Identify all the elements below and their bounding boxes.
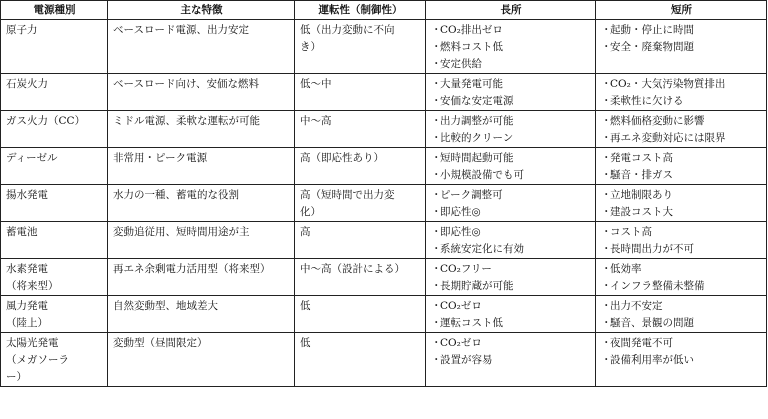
pros-item: [431, 315, 591, 332]
pros-text: 出力調整が可能: [440, 115, 514, 127]
bullet-mark: ・: [601, 41, 612, 53]
pros-text: 設置が容易: [440, 354, 493, 366]
bullet-mark: ・: [601, 189, 612, 201]
feature-text: 非常用・ピーク電源: [113, 152, 208, 164]
cell-cons: [596, 111, 767, 148]
cell-pros: [426, 222, 596, 259]
operability-line: 中〜高（設計による）: [300, 263, 405, 275]
feature-text: ベースロード電源、出力安定: [113, 24, 249, 36]
cons-text: インフラ整備未整備: [610, 280, 705, 292]
bullet-mark: ・: [431, 78, 442, 90]
cons-text: 出力不安定: [610, 300, 663, 312]
bullet-mark: ・: [431, 169, 442, 181]
table-row: [1, 333, 767, 387]
cell-cons: [596, 222, 767, 259]
operability-line: 低〜中: [300, 78, 332, 90]
pros-text: 即応性◎: [440, 226, 481, 238]
operability-line: 高（即応性あり）: [300, 152, 384, 164]
cell-type: [1, 222, 108, 259]
cell-pros: [426, 20, 596, 74]
type-line: 水素発電: [6, 263, 48, 275]
pros-item: [431, 187, 591, 204]
cell-type: [1, 111, 108, 148]
cell-feature: [108, 333, 295, 387]
feature-text: 再エネ余剰電力活用型（将来型）: [113, 263, 271, 275]
cell-type: [1, 148, 108, 185]
cell-operability: [295, 185, 426, 222]
feature-text: 自然変動型、地域差大: [113, 300, 218, 312]
cell-type: [1, 259, 108, 296]
header-pros: 長所: [426, 1, 596, 20]
cell-pros: [426, 185, 596, 222]
operability-line: 高（短時間で出力変: [300, 189, 395, 201]
cons-text: 発電コスト高: [610, 152, 673, 164]
pros-text: 安価な安定電源: [440, 95, 514, 107]
cons-text: 設備利用率が低い: [610, 354, 694, 366]
pros-text: 比較的クリーン: [440, 132, 514, 144]
cell-operability: [295, 296, 426, 333]
cell-cons: [596, 20, 767, 74]
pros-item: [431, 39, 591, 56]
cons-text: 安全・廃棄物問題: [610, 41, 694, 53]
cons-text: 低効率: [610, 263, 642, 275]
bullet-mark: ・: [431, 24, 442, 36]
bullet-mark: ・: [431, 189, 442, 201]
cons-item: [601, 113, 762, 130]
cell-pros: [426, 333, 596, 387]
bullet-mark: ・: [601, 354, 612, 366]
cell-type: [1, 74, 108, 111]
type-line: ガス火力（CC）: [6, 115, 86, 127]
bullet-mark: ・: [601, 78, 612, 90]
cell-feature: [108, 148, 295, 185]
cell-feature: [108, 185, 295, 222]
operability-line: 化）: [300, 206, 321, 218]
cell-feature: [108, 20, 295, 74]
cons-item: [601, 298, 762, 315]
table-row: [1, 111, 767, 148]
pros-item: [431, 76, 591, 93]
cell-pros: [426, 74, 596, 111]
pros-text: 大量発電可能: [440, 78, 503, 90]
bullet-mark: ・: [601, 317, 612, 329]
feature-text: 変動型（昼間限定）: [113, 337, 208, 349]
bullet-mark: ・: [431, 226, 442, 238]
table-row: [1, 20, 767, 74]
bullet-mark: ・: [431, 152, 442, 164]
table-header-row: [1, 1, 767, 20]
bullet-mark: ・: [431, 354, 442, 366]
bullet-mark: ・: [601, 300, 612, 312]
cell-type: [1, 185, 108, 222]
cell-feature: [108, 111, 295, 148]
pros-text: 系統安定化に有効: [440, 243, 524, 255]
cell-cons: [596, 148, 767, 185]
bullet-mark: ・: [431, 280, 442, 292]
cons-item: [601, 224, 762, 241]
header-feature: 主な特徴: [108, 1, 295, 20]
pros-item: [431, 150, 591, 167]
cell-cons: [596, 333, 767, 387]
bullet-mark: ・: [601, 152, 612, 164]
cons-text: コスト高: [610, 226, 652, 238]
bullet-mark: ・: [601, 206, 612, 218]
cell-operability: [295, 74, 426, 111]
cons-item: [601, 204, 762, 221]
bullet-mark: ・: [601, 226, 612, 238]
type-line: ディーゼル: [6, 152, 58, 164]
pros-text: ピーク調整可: [440, 189, 503, 201]
type-line: （将来型）: [6, 280, 59, 292]
cons-text: 再エネ変動対応には限界: [610, 132, 726, 144]
cons-text: 騒音・排ガス: [610, 169, 673, 181]
type-line: 蓄電池: [6, 226, 38, 238]
bullet-mark: ・: [431, 132, 442, 144]
cons-text: 立地制限あり: [610, 189, 673, 201]
cons-text: 夜間発電不可: [610, 337, 673, 349]
pros-text: 短時間起動可能: [440, 152, 514, 164]
cell-operability: [295, 259, 426, 296]
pros-text: 即応性◎: [440, 206, 481, 218]
pros-text: 安定供給: [440, 58, 482, 70]
type-line: 揚水発電: [6, 189, 48, 201]
cons-item: [601, 278, 762, 295]
pros-item: [431, 261, 591, 278]
pros-text: 長期貯蔵が可能: [440, 280, 514, 292]
cell-cons: [596, 74, 767, 111]
cons-item: [601, 130, 762, 147]
bullet-mark: ・: [601, 132, 612, 144]
cell-type: [1, 296, 108, 333]
cell-operability: [295, 111, 426, 148]
header-operability: 運転性（制御性）: [295, 1, 426, 20]
cons-item: [601, 187, 762, 204]
cons-text: 騒音、景観の問題: [610, 317, 694, 329]
cons-item: [601, 352, 762, 369]
cell-feature: [108, 222, 295, 259]
cons-item: [601, 76, 762, 93]
cell-operability: [295, 333, 426, 387]
type-line: （メガソーラ: [6, 354, 69, 366]
table-body: [1, 20, 767, 387]
pros-text: CO₂ゼロ: [440, 300, 482, 312]
cons-item: [601, 261, 762, 278]
cell-cons: [596, 185, 767, 222]
bullet-mark: ・: [431, 58, 442, 70]
cell-pros: [426, 259, 596, 296]
cell-operability: [295, 222, 426, 259]
operability-line: 中〜高: [300, 115, 332, 127]
bullet-mark: ・: [431, 95, 442, 107]
bullet-mark: ・: [431, 115, 442, 127]
table-row: [1, 148, 767, 185]
cell-pros: [426, 296, 596, 333]
feature-text: ミドル電源、柔軟な運転が可能: [113, 115, 260, 127]
pros-item: [431, 22, 591, 39]
bullet-mark: ・: [431, 317, 442, 329]
operability-line: き）: [300, 41, 321, 53]
bullet-mark: ・: [601, 95, 612, 107]
pros-item: [431, 167, 591, 184]
bullet-mark: ・: [431, 300, 442, 312]
table-row: [1, 259, 767, 296]
cons-item: [601, 22, 762, 39]
cons-text: 長時間出力が不可: [610, 243, 694, 255]
cell-operability: [295, 20, 426, 74]
pros-item: [431, 93, 591, 110]
pros-item: [431, 56, 591, 73]
pros-text: 運転コスト低: [440, 317, 503, 329]
pros-item: [431, 224, 591, 241]
type-line: 太陽光発電: [6, 337, 59, 349]
cons-item: [601, 150, 762, 167]
pros-item: [431, 241, 591, 258]
cons-text: CO₂・大気汚染物質排出: [610, 78, 726, 90]
bullet-mark: ・: [601, 24, 612, 36]
pros-text: 燃料コスト低: [440, 41, 503, 53]
cons-text: 起動・停止に時間: [610, 24, 694, 36]
cell-feature: [108, 296, 295, 333]
operability-line: 低: [300, 300, 311, 312]
pros-item: [431, 113, 591, 130]
cons-item: [601, 39, 762, 56]
cons-item: [601, 167, 762, 184]
bullet-mark: ・: [601, 169, 612, 181]
cell-cons: [596, 259, 767, 296]
pros-text: CO₂ゼロ: [440, 337, 482, 349]
pros-text: CO₂フリー: [440, 263, 492, 275]
bullet-mark: ・: [601, 115, 612, 127]
pros-text: 小規模設備でも可: [440, 169, 524, 181]
pros-item: [431, 335, 591, 352]
cons-text: 燃料価格変動に影響: [610, 115, 705, 127]
cell-cons: [596, 296, 767, 333]
pros-text: CO₂排出ゼロ: [440, 24, 503, 36]
table-row: [1, 222, 767, 259]
type-line: （陸上）: [6, 317, 48, 329]
bullet-mark: ・: [431, 263, 442, 275]
bullet-mark: ・: [601, 337, 612, 349]
cons-item: [601, 93, 762, 110]
bullet-mark: ・: [601, 263, 612, 275]
header-type: 電源種別: [1, 1, 108, 20]
type-line: ー）: [6, 371, 27, 383]
table-row: [1, 185, 767, 222]
bullet-mark: ・: [431, 41, 442, 53]
feature-text: ベースロード向け、安価な燃料: [113, 78, 260, 90]
type-line: 風力発電: [6, 300, 48, 312]
cell-operability: [295, 148, 426, 185]
pros-item: [431, 278, 591, 295]
type-line: 石炭火力: [6, 78, 48, 90]
cons-item: [601, 241, 762, 258]
bullet-mark: ・: [601, 280, 612, 292]
cons-item: [601, 335, 762, 352]
cons-item: [601, 315, 762, 332]
type-line: 原子力: [6, 24, 38, 36]
pros-item: [431, 352, 591, 369]
cell-type: [1, 333, 108, 387]
operability-line: 低（出力変動に不向: [300, 24, 395, 36]
header-cons: 短所: [596, 1, 767, 20]
bullet-mark: ・: [431, 243, 442, 255]
cell-pros: [426, 111, 596, 148]
cons-text: 柔軟性に欠ける: [610, 95, 684, 107]
cell-pros: [426, 148, 596, 185]
feature-text: 変動追従用、短時間用途が主: [113, 226, 250, 238]
pros-item: [431, 130, 591, 147]
bullet-mark: ・: [601, 243, 612, 255]
cell-type: [1, 20, 108, 74]
operability-line: 低: [300, 337, 311, 349]
cell-feature: [108, 259, 295, 296]
table-row: [1, 74, 767, 111]
bullet-mark: ・: [431, 206, 442, 218]
bullet-mark: ・: [431, 337, 442, 349]
table-row: [1, 296, 767, 333]
pros-item: [431, 204, 591, 221]
pros-item: [431, 298, 591, 315]
feature-text: 水力の一種、蓄電的な役割: [113, 189, 239, 201]
cons-text: 建設コスト大: [610, 206, 673, 218]
cell-feature: [108, 74, 295, 111]
operability-line: 高: [300, 226, 311, 238]
